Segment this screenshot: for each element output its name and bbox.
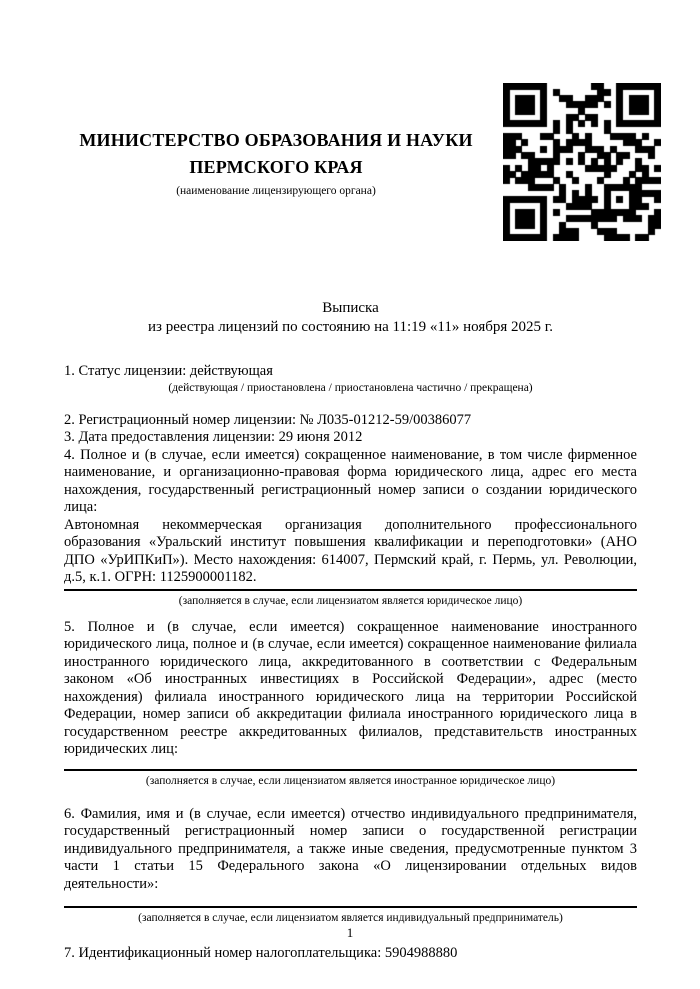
ministry-name-line2: ПЕРМСКОГО КРАЯ [189, 157, 363, 177]
item-4-label: 4. Полное и (в случае, если имеется) сокращенное наименование, в том числе фирменное наименование, и организационно-правовая форма юридического лица, адрес его места нахождения, государственный регистрационный номер записи о создании юридического лица: [64, 446, 637, 515]
item-4-caption: (заполняется в случае, если лицензиатом является юридическое лицо) [178, 594, 523, 607]
item-6-label: 6. Фамилия, имя и (в случае, если имеется) отчество индивидуального предпринимателя, государственный регистрационный номер записи о государственной регистрации индивидуального предпринимателя, а также иные сведения, предусмотренные пунктом 3 части 1 статьи 15 Федерального закона «О лицензировании отдельных видов деятельности»: [64, 805, 637, 892]
item-5-caption: (заполняется в случае, если лицензиатом является иностранное юридическое лицо) [145, 774, 556, 787]
ministry-name-line1: МИНИСТЕРСТВО ОБРАЗОВАНИЯ И НАУКИ [79, 130, 473, 150]
item-1-license-status: 1. Статус лицензии: действующая [64, 363, 273, 379]
item-6-entrepreneur-block [64, 806, 637, 927]
item-3-license-date: 3. Дата предоставления лицензии: 29 июня 2012 [64, 429, 363, 445]
item-2-registration-number: 2. Регистрационный номер лицензии: № Л035-01212-59/00386077 [64, 411, 472, 428]
document-body [64, 363, 637, 963]
document-title-line1: Выписка [322, 300, 379, 316]
item-7-taxpayer-number: 7. Идентификационный номер налогоплательщика: 5904988880 [64, 945, 458, 961]
item-4-value: Автономная некоммерческая организация дополнительного профессионального образования «Уральский институт повышения квалификации и переподготовки» (АНО ДПО «УрИПКиП»). Место нахождения: 614007, Пермский край, г. Пермь, ул. Революции, д.5, к.1. ОГРН: 1125900001182. [64, 516, 637, 585]
item-4-legal-entity-block [64, 447, 637, 609]
licensing-authority-block [64, 127, 488, 200]
item-1-caption: (действующая / приостановлена / приостановлена частично / прекращена) [168, 381, 533, 394]
item-5-label: 5. Полное и (в случае, если имеется) сокращенное наименование иностранного юридического лица, полное и (в случае, если имеется) сокращенное наименование филиала иностранного юридического лица, аккредитованного в соответствии с Федеральным законом «Об иностранных инвестициях в Российской Федерации», адрес (место нахождения) филиала иностранного юридического лица на территории Российской Федерации, номер записи об аккредитации филиала иностранного юридического лица в государственном реестре аккредитованных филиалов, представительств иностранных юридических лиц: [64, 618, 637, 757]
item-4-fill-line [64, 589, 637, 591]
ministry-caption: (наименование лицензирующего органа) [176, 185, 376, 197]
document-title [64, 299, 637, 337]
page-number: 1 [346, 925, 354, 940]
item-5-foreign-entity-block [64, 619, 637, 789]
document-title-line2: из реестра лицензий по состоянию на 11:19 «11» ноября 2025 г. [148, 319, 553, 335]
qr-code-icon [503, 83, 661, 241]
item-5-fill-line [64, 769, 637, 771]
item-6-fill-line [64, 906, 637, 908]
item-6-caption: (заполняется в случае, если лицензиатом является индивидуальный предприниматель) [138, 912, 563, 924]
